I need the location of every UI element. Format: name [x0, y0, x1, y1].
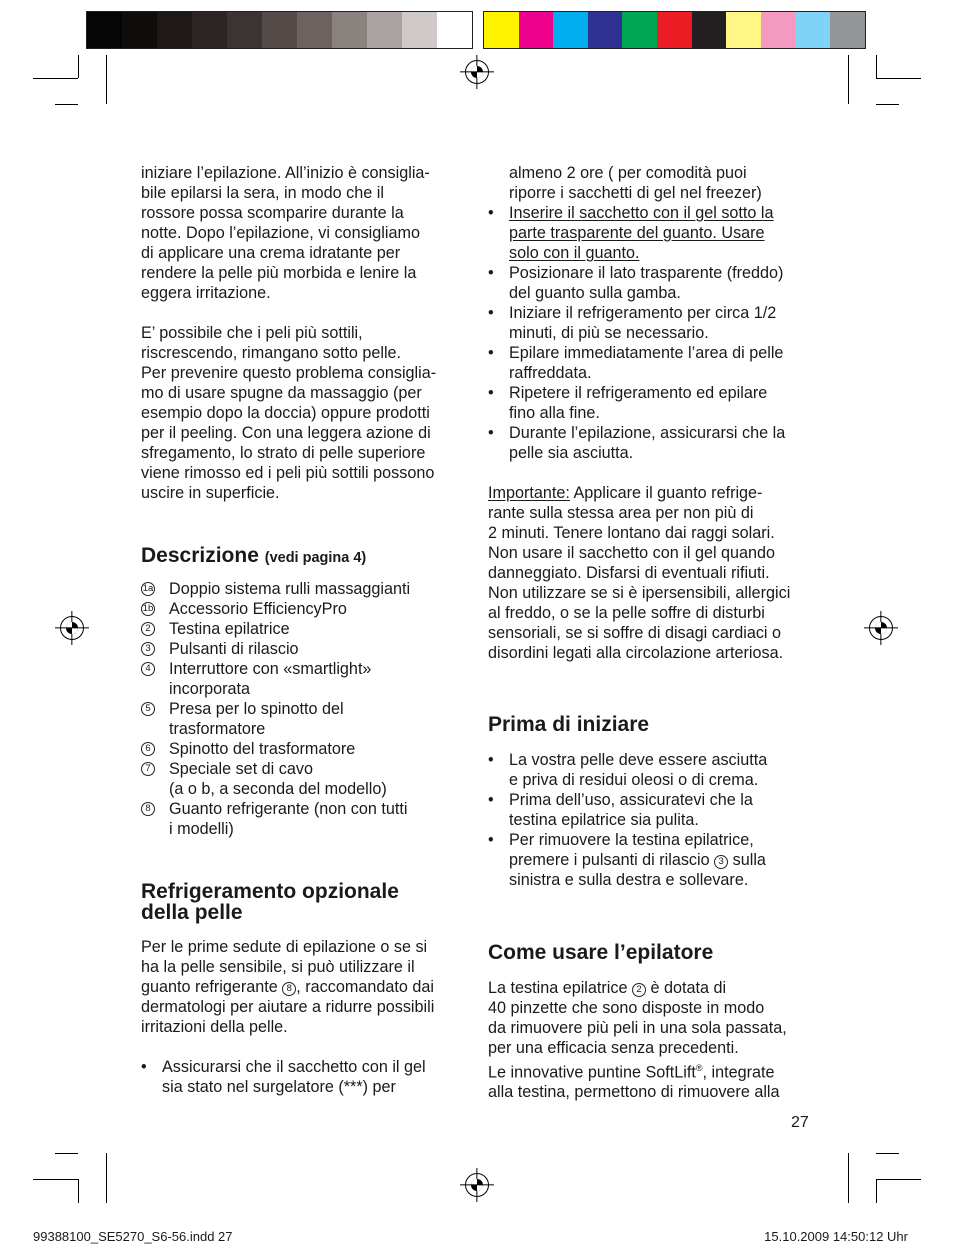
importante-label: Importante:	[488, 484, 570, 502]
text-line: iniziare l’epilazione. All’inizio è consiglia-	[141, 164, 430, 182]
list-item	[488, 303, 818, 343]
list-item	[141, 799, 466, 839]
text-line: Interruttore con «smartlight»	[169, 660, 372, 678]
text-line: per il peeling. Con una leggera azione di	[141, 424, 431, 442]
item-number-badge: 3	[141, 642, 155, 656]
text-line: 2 minuti. Tenere lontano dai raggi solari.	[488, 524, 775, 542]
text-line: rendere la pelle più morbida e lenire la	[141, 264, 417, 282]
crop-mark	[848, 55, 849, 104]
text-line: dermatologi per aiutare a ridurre possibili	[141, 998, 435, 1016]
item-number-badge: 1b	[142, 603, 154, 614]
crop-mark	[78, 1179, 79, 1203]
crop-mark	[55, 104, 78, 105]
text-run: , raccomandato dai	[296, 978, 434, 996]
text-line	[488, 483, 818, 503]
text-run: sulla	[728, 851, 766, 869]
item-number-badge: 6	[141, 742, 155, 756]
list-item	[488, 263, 818, 303]
text-line: Presa per lo spinotto del	[169, 700, 344, 718]
text-line: Accessorio EfficiencyPro	[169, 600, 347, 618]
text-line: sensoriali, se si soffre di disagi cardiaci o	[488, 624, 782, 642]
text-line: sia stato nel surgelatore (***) per	[162, 1078, 396, 1096]
text-line: pelle sia asciutta.	[509, 444, 634, 462]
text-line: di applicare una crema idratante per	[141, 244, 401, 262]
color-swatch	[332, 12, 367, 48]
color-swatch	[692, 12, 727, 48]
text-line: trasformatore	[169, 720, 266, 738]
bullet-icon: •	[488, 791, 494, 809]
text-line: danneggiato. Disfarsi di eventuali rifiuti.	[488, 564, 770, 582]
color-swatch	[622, 12, 657, 48]
crop-mark	[848, 1153, 849, 1203]
list-item-continuation	[488, 163, 818, 203]
color-swatch	[726, 12, 761, 48]
text-line: Epilare immediatamente l’area di pelle	[509, 344, 784, 362]
text-line: raffreddata.	[509, 364, 592, 382]
text-line: parte trasparente del guanto. Usare	[509, 224, 765, 242]
text-line	[488, 1058, 818, 1082]
text-line: sinistra e sulla destra e sollevare.	[509, 871, 749, 889]
list-item	[488, 343, 818, 383]
color-swatch	[227, 12, 262, 48]
bullet-icon: •	[488, 384, 494, 402]
crop-mark	[876, 1153, 899, 1154]
list-item	[488, 203, 818, 263]
color-swatch	[122, 12, 157, 48]
color-swatch	[795, 12, 830, 48]
text-line: al freddo, o se la pelle soffre di disturbi	[488, 604, 765, 622]
list-item	[141, 639, 466, 659]
crop-mark	[876, 55, 877, 78]
item-number-badge: 8	[282, 982, 296, 996]
text-line: viene rimosso ed i peli più sottili possono	[141, 464, 435, 482]
bullet-icon: •	[488, 751, 494, 769]
text-line: Guanto refrigerante (non con tutti	[169, 800, 408, 818]
color-swatch	[553, 12, 588, 48]
item-number-badge: 8	[141, 802, 155, 816]
text-line: La vostra pelle deve essere asciutta	[509, 751, 768, 769]
text-line: Per prevenire questo problema consiglia-	[141, 364, 437, 382]
crop-mark	[106, 1153, 107, 1203]
text-run: Le innovative puntine SoftLift	[488, 1063, 696, 1082]
registration-mark-icon	[869, 616, 893, 640]
right-column	[488, 163, 818, 1102]
bullet-icon: •	[488, 264, 494, 282]
page-number: 27	[791, 1114, 809, 1131]
registered-mark: ®	[695, 1063, 703, 1073]
color-swatch	[87, 12, 122, 48]
text-line: Iniziare il refrigeramento per circa 1/2	[509, 304, 777, 322]
text-line: Prima dell’uso, assicuratevi che la	[509, 791, 753, 809]
bullet-icon: •	[488, 424, 494, 442]
text-line: Ripetere il refrigeramento ed epilare	[509, 384, 768, 402]
text-line: riscrescendo, rimangano sotto pelle.	[141, 344, 402, 362]
text-line	[488, 978, 818, 998]
crop-mark	[55, 1153, 78, 1154]
text-run: premere i pulsanti di rilascio	[509, 851, 715, 869]
text-line: Non utilizzare se si è ipersensibili, allergici	[488, 584, 791, 602]
list-item	[488, 790, 818, 830]
text-line: alla testina, permettono di rimuovere alla	[488, 1083, 780, 1102]
text-line: bile epilarsi la sera, in modo che il	[141, 184, 384, 202]
heading-text: della pelle	[141, 901, 243, 924]
text-line: Per le prime sedute di epilazione o se si	[141, 938, 428, 956]
heading-text: Descrizione	[141, 544, 259, 567]
text-line: irritazioni della pelle.	[141, 1018, 288, 1036]
refrigeramento-heading	[141, 881, 466, 923]
text-line: Durante l’epilazione, assicurarsi che la	[509, 424, 786, 442]
list-item	[141, 619, 466, 639]
text-line: disordini legati alla circolazione arteriosa.	[488, 644, 784, 662]
text-line: (a o b, a seconda del modello)	[169, 780, 387, 798]
grayscale-color-bar	[86, 11, 473, 49]
text-line: incorporata	[169, 680, 250, 698]
prima-di-iniziare-heading: Prima di iniziare	[488, 713, 650, 736]
crop-mark	[876, 78, 921, 79]
text-line: 40 pinzette che sono disposte in modo	[488, 999, 765, 1017]
crop-mark	[33, 78, 78, 79]
item-number-badge: 2	[632, 983, 646, 997]
item-number-badge: 2	[141, 622, 155, 636]
crop-mark	[78, 55, 79, 78]
list-item	[488, 830, 818, 890]
bullet-icon: •	[488, 344, 494, 362]
color-swatch	[657, 12, 692, 48]
color-swatch	[367, 12, 402, 48]
text-line: Spinotto del trasformatore	[169, 740, 356, 758]
text-line: uscire in superficie.	[141, 484, 280, 502]
text-line: rante sulla stessa area per non più di	[488, 504, 754, 522]
text-line: fino alla fine.	[509, 404, 600, 422]
crop-mark	[106, 55, 107, 104]
text-line: almeno 2 ore ( per comodità puoi	[509, 164, 747, 182]
descrizione-heading	[141, 545, 466, 569]
color-swatch	[262, 12, 297, 48]
text-run: , integrate	[702, 1063, 775, 1082]
list-item	[141, 1057, 466, 1097]
slug-filename: 99388100_SE5270_S6-56.indd 27	[33, 1229, 233, 1244]
parts-list	[141, 579, 466, 839]
color-swatch	[830, 12, 865, 48]
color-swatch	[157, 12, 192, 48]
refrigeramento-paragraph	[141, 937, 466, 1037]
text-line: Posizionare il lato trasparente (freddo)	[509, 264, 784, 282]
text-line: minuti, di più se necessario.	[509, 324, 709, 342]
text-line: e priva di residui oleosi o di crema.	[509, 771, 759, 789]
bullet-icon: •	[488, 204, 494, 222]
list-item	[488, 423, 818, 463]
crop-mark	[876, 1179, 877, 1203]
item-number-badge: 3	[714, 855, 728, 869]
text-line: testina epilatrice sia pulita.	[509, 811, 699, 829]
color-swatch	[519, 12, 554, 48]
text-line: riporre i sacchetti di gel nel freezer)	[509, 184, 762, 202]
list-item	[488, 383, 818, 423]
text-line: esempio dopo la doccia) oppure prodotti	[141, 404, 430, 422]
crop-mark	[876, 104, 899, 105]
list-item	[141, 659, 466, 699]
text-line: Speciale set di cavo	[169, 760, 313, 778]
list-item	[141, 599, 466, 619]
importante-paragraph	[488, 483, 818, 663]
item-number-badge: 4	[141, 662, 155, 676]
item-number-badge: 1a	[142, 583, 154, 594]
heading-subtext: (vedi pagina 4)	[264, 550, 367, 566]
list-item	[141, 579, 466, 599]
item-number-badge: 7	[141, 762, 155, 776]
bullet-icon: •	[141, 1058, 147, 1076]
text-line: rossore possa scomparire durante la	[141, 204, 404, 222]
text-line: notte. Dopo l’epilazione, vi consigliamo	[141, 224, 420, 242]
text-line: Pulsanti di rilascio	[169, 640, 299, 658]
text-line: solo con il guanto.	[509, 244, 640, 262]
text-run: Applicare il guanto refrige-	[569, 484, 763, 502]
list-item	[141, 699, 466, 739]
item-number-badge: 5	[141, 702, 155, 716]
come-usare-heading: Come usare l’epilatore	[488, 941, 714, 964]
text-line	[509, 850, 818, 870]
intro-paragraph	[141, 163, 466, 303]
registration-mark-icon	[60, 616, 84, 640]
color-swatch	[437, 12, 472, 48]
list-item	[141, 739, 466, 759]
text-line: i modelli)	[169, 820, 234, 838]
text-line: Doppio sistema rulli massaggianti	[169, 580, 411, 598]
text-line: ha la pelle sensibile, si può utilizzare il	[141, 958, 415, 976]
text-line: Testina epilatrice	[169, 620, 290, 638]
ingrown-hair-paragraph	[141, 323, 466, 503]
text-run: è dotata di	[645, 979, 727, 997]
text-line: del guanto sulla gamba.	[509, 284, 681, 302]
text-line: Inserire il sacchetto con il gel sotto la	[509, 204, 774, 222]
text-line: Assicurarsi che il sacchetto con il gel	[162, 1058, 426, 1076]
color-swatch	[761, 12, 796, 48]
list-item	[141, 759, 466, 799]
crop-mark	[33, 1179, 78, 1180]
slug-timestamp: 15.10.2009 14:50:12 Uhr	[764, 1229, 908, 1244]
color-swatch	[484, 12, 519, 48]
text-line: eggera irritazione.	[141, 284, 271, 302]
color-swatch	[192, 12, 227, 48]
text-line: da rimuovere più peli in una sola passata,	[488, 1019, 787, 1037]
text-run: La testina epilatrice	[488, 979, 632, 997]
text-line: sfregamento, lo strato di pelle superiore	[141, 444, 426, 462]
text-line	[141, 977, 466, 997]
heading-text: Refrigeramento opzionale	[141, 880, 399, 903]
text-run: guanto refrigerante	[141, 978, 283, 996]
come-usare-paragraph	[488, 978, 818, 1102]
text-line: Non usare il sacchetto con il gel quando	[488, 544, 776, 562]
left-column	[141, 163, 466, 1097]
color-swatch	[297, 12, 332, 48]
text-line: mo di usare spugne da massaggio (per	[141, 384, 422, 402]
color-swatch	[588, 12, 623, 48]
list-item	[488, 750, 818, 790]
crop-mark	[876, 1179, 921, 1180]
registration-mark-icon	[465, 60, 489, 84]
registration-mark-icon	[465, 1173, 489, 1197]
process-color-bar	[483, 11, 866, 49]
bullet-icon: •	[488, 831, 494, 849]
text-line: per una efficacia senza precedenti.	[488, 1039, 739, 1057]
bullet-icon: •	[488, 304, 494, 322]
text-line: E’ possibile che i peli più sottili,	[141, 324, 363, 342]
color-swatch	[402, 12, 437, 48]
text-line: Per rimuovere la testina epilatrice,	[509, 831, 754, 849]
